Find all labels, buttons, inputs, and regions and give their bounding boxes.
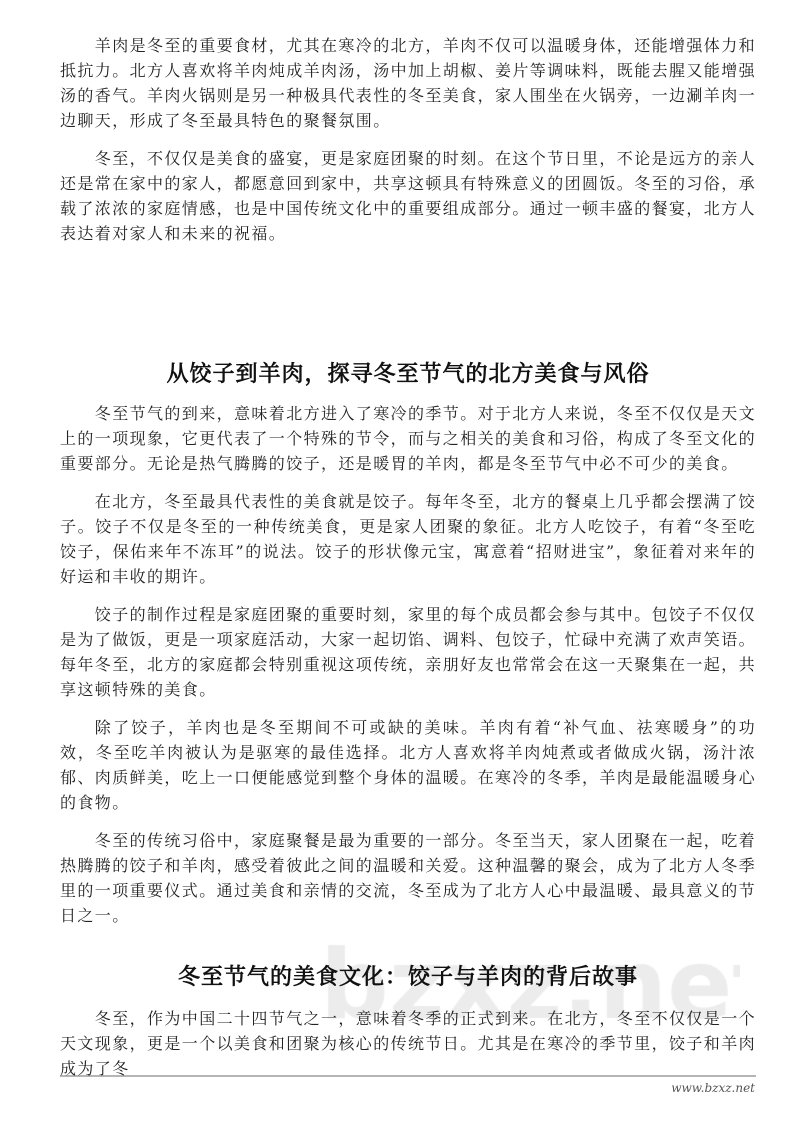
paragraph: 冬至，不仅仅是美食的盛宴，更是家庭团聚的时刻。在这个节日里，不论是远方的亲人还是常在家中的家人，都愿意回到家中，共享这顿具有特殊意义的团圆饭。冬至的习俗，承载了浓浓的家庭情感，也是中国传统文化中的重要组成部分。通过一顿丰盛的餐宴，北方人表达着对家人和未来的祝福。 [60, 149, 757, 243]
section-heading-2 [60, 960, 756, 991]
section-2-body [60, 1006, 757, 1078]
paragraph: 冬至节气的到来，意味着北方进入了寒冷的季节。对于北方人来说，冬至不仅仅是天文上的一项现象，它更代表了一个特殊的节令，而与之相关的美食和习俗，构成了冬至文化的重要部分。无论是热气腾腾的饺子，还是暖胃的羊肉，都是冬至节气中必不可少的美食。 [60, 404, 757, 473]
section-title: 从饺子到羊肉，探寻冬至节气的北方美食与风俗 [166, 362, 650, 387]
footer-url: www.bzxz.net [671, 1081, 755, 1095]
section-1-body [60, 401, 756, 941]
paragraph: 在北方，冬至最具代表性的美食就是饺子。每年冬至，北方的餐桌上几乎都会摆满了饺子。饺子不仅是冬至的一种传统美食，更是家人团聚的象征。北方人吃饺子，有着“冬至吃饺子，保佑来年不冻耳”的说法。饺子的形状像元宝，寓意着“招财进宝”，象征着对来年的好运和丰收的期许。 [60, 492, 756, 586]
paragraph: 除了饺子，羊肉也是冬至期间不可或缺的美味。羊肉有着“补气血、祛寒暖身”的功效，冬至吃羊肉被认为是驱寒的最佳选择。北方人喜欢将羊肉炖煮或者做成火锅，汤汁浓郁、肉质鲜美，吃上一口便能感觉到整个身体的温暖。在寒冷的冬季，羊肉是最能温暖身心的食物。 [60, 718, 757, 812]
paragraph: 饺子的制作过程是家庭团聚的重要时刻，家里的每个成员都会参与其中。包饺子不仅仅是为了做饭，更是一项家庭活动，大家一起切馅、调料、包饺子，忙碌中充满了欢声笑语。每年冬至，北方的家庭都会特别重视这项传统，亲朋好友也常常会在这一天聚集在一起，共享这顿特殊的美食。 [60, 605, 757, 699]
section-heading-1 [60, 357, 756, 388]
section-title: 冬至节气的美食文化：饺子与羊肉的背后故事 [177, 965, 638, 990]
paragraph: 冬至，作为中国二十四节气之一，意味着冬季的正式到来。在北方，冬至不仅仅是一个天文现象，更是一个以美食和团聚为核心的传统节日。尤其是在寒冷的季节里，饺子和羊肉成为了冬 [60, 1009, 757, 1078]
paragraph: 羊肉是冬至的重要食材，尤其在寒冷的北方，羊肉不仅可以温暖身体，还能增强体力和抵抗力。北方人喜欢将羊肉炖成羊肉汤，汤中加上胡椒、姜片等调味料，既能去腥又能增强汤的香气。羊肉火锅则是另一种极具代表性的冬至美食，家人围坐在火锅旁，一边涮羊肉一边聊天，形成了冬至最具特色的聚餐氛围。 [60, 36, 757, 130]
section-intro [60, 33, 756, 259]
paragraph: 冬至的传统习俗中，家庭聚餐是最为重要的一部分。冬至当天，家人团聚在一起，吃着热腾腾的饺子和羊肉，感受着彼此之间的温暖和关爱。这种温馨的聚会，成为了北方人冬季里的一项重要仪式。通过美食和亲情的交流，冬至成为了北方人心中最温暖、最具意义的节日之一。 [60, 831, 757, 925]
